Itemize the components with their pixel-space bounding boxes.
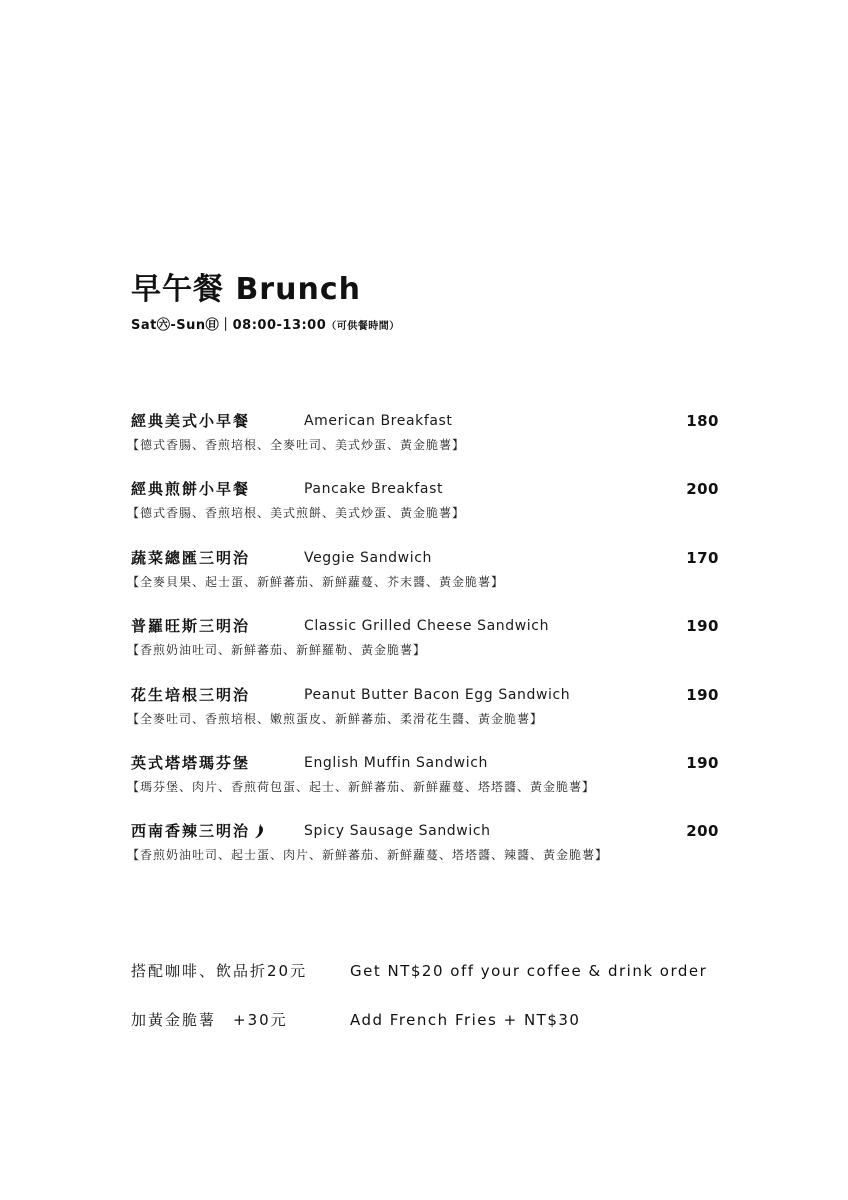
menu-item-price: 200 [686,480,719,499]
add-on-row [131,960,731,1009]
menu-item-ingredients: 【瑪芬堡、肉片、香煎荷包蛋、起士、新鮮蕃茄、新鮮蘿蔓、塔塔醬、黃金脆薯】 [127,779,596,794]
menu-item [127,410,721,478]
menu-item-name-zh: 普羅旺斯三明治 [131,617,251,636]
add-on-zh: 加黃金脆薯 +30元 [131,1011,288,1029]
serving-hours-text: Sat㊅-Sun㊐｜08:00-13:00 [131,318,327,333]
menu-item-name-zh [131,820,264,842]
menu-item-price: 200 [686,822,719,841]
menu-item-ingredients: 【全麥貝果、起士蛋、新鮮蕃茄、新鮮蘿蔓、芥末醬、黃金脆薯】 [127,574,505,589]
menu-item-price: 190 [686,685,719,704]
menu-item-ingredients: 【全麥吐司、香煎培根、嫩煎蛋皮、新鮮蕃茄、柔滑花生醬、黃金脆薯】 [127,711,544,726]
menu-item-name-zh-text: 西南香辣三明治 [131,822,251,841]
menu-item-ingredients: 【德式香腸、香煎培根、美式煎餅、美式炒蛋、黃金脆薯】 [127,506,466,521]
add-ons [131,960,731,1058]
menu-item-name-en: Pancake Breakfast [304,481,444,498]
menu-item-name-zh: 蔬菜總匯三明治 [131,548,251,567]
menu-item-price: 190 [686,617,719,636]
page-title: 早午餐 Brunch [131,272,361,307]
menu-item-name-zh: 英式塔塔瑪芬堡 [131,753,251,772]
serving-hours-note: （可供餐時間） [326,321,400,332]
menu-item [127,547,721,615]
serving-hours [131,316,400,337]
menu-item [127,615,721,683]
menu-item-ingredients: 【香煎奶油吐司、新鮮蕃茄、新鮮羅勒、黃金脆薯】 [127,643,427,658]
menu-item-name-en: Classic Grilled Cheese Sandwich [304,618,550,635]
menu-item-name-en: English Muffin Sandwich [304,754,488,771]
menu-item-name-en: Veggie Sandwich [304,549,432,566]
menu-item-price: 180 [686,412,719,430]
menu-item-price: 170 [686,548,719,567]
menu-item [127,684,721,752]
menu-item [127,752,721,820]
add-on-en: Get NT$20 off your coffee & drink order [350,962,708,980]
add-on-zh: 搭配咖啡、飲品折20元 [131,962,308,980]
menu-item-name-en: Peanut Butter Bacon Egg Sandwich [304,686,571,703]
menu-item-name-zh: 經典美式小早餐 [131,412,251,430]
menu-item-name-zh: 經典煎餅小早餐 [131,480,251,499]
menu-item [127,478,721,546]
add-on-row [131,1009,731,1058]
menu-item-price: 190 [686,753,719,772]
menu-item-name-en: American Breakfast [304,413,453,429]
menu-item-ingredients: 【德式香腸、香煎培根、全麥吐司、美式炒蛋、黃金脆薯】 [127,438,466,452]
add-on-en: Add French Fries + NT$30 [350,1011,581,1029]
chili-pepper-icon [254,823,264,839]
menu-item [127,820,721,888]
menu-item-name-en: Spicy Sausage Sandwich [304,823,491,840]
brunch-menu [127,410,721,889]
menu-item-ingredients: 【香煎奶油吐司、起士蛋、肉片、新鮮蕃茄、新鮮蘿蔓、塔塔醬、辣醬、黃金脆薯】 [127,848,609,863]
menu-item-name-zh: 花生培根三明治 [131,685,251,704]
